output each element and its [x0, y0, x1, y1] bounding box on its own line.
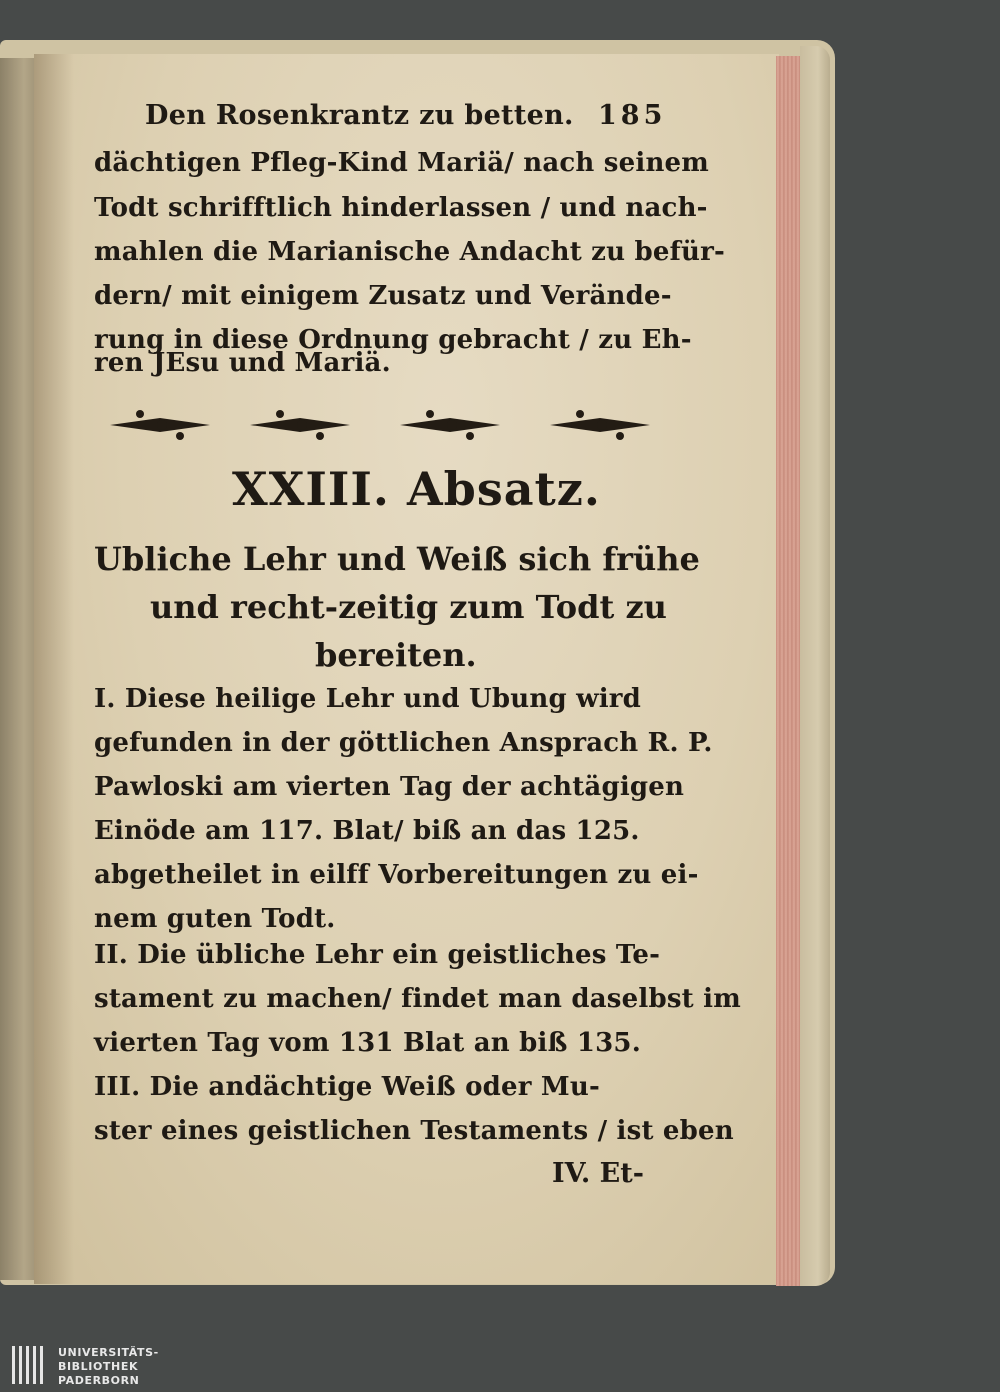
text-line: stament zu machen/ findet man daselbst im	[94, 984, 741, 1014]
section-heading: XXIII. Absatz.	[232, 462, 601, 516]
text-line: vierten Tag vom 131 Blat an biß 135.	[94, 1028, 641, 1058]
text-line: ren JEsu und Mariä.	[94, 348, 391, 378]
ornamental-divider	[100, 400, 660, 450]
text-line: I. Diese heilige Lehr und Ubung wird	[94, 684, 642, 714]
library-name-line: UNIVERSITÄTS-	[58, 1346, 159, 1359]
text-line: Pawloski am vierten Tag der achtägigen	[94, 772, 685, 802]
library-name-line: PADERBORN	[58, 1374, 140, 1387]
text-line: dern/ mit einigem Zusatz und Verände-	[94, 281, 672, 311]
cover-right-edge	[800, 46, 830, 1286]
text-line: mahlen die Marianische Andacht zu befür-	[94, 237, 725, 267]
section-subtitle-line: Ubliche Lehr und Weiß sich frühe	[94, 540, 700, 578]
library-logo-icon	[10, 1342, 50, 1390]
text-line: dächtigen Pfleg-Kind Mariä/ nach seinem	[94, 148, 710, 178]
text-line: III. Die andächtige Weiß oder Mu-	[94, 1072, 600, 1102]
text-line: ster eines geistlichen Testaments / ist eben	[94, 1116, 734, 1146]
text-line: abgetheilet in eilff Vorbereitungen zu ei-	[94, 860, 699, 890]
section-subtitle-line: bereiten.	[315, 636, 477, 674]
text-line: II. Die übliche Lehr ein geistliches Te-	[94, 940, 661, 970]
library-name-line: BIBLIOTHEK	[58, 1360, 139, 1373]
text-line: gefunden in der göttlichen Ansprach R. P.	[94, 728, 713, 758]
catchword: IV. Et-	[552, 1158, 644, 1189]
page-gutter	[34, 54, 74, 1284]
red-page-edges	[776, 56, 802, 1286]
text-line: nem guten Todt.	[94, 904, 336, 934]
page-number: 185	[598, 100, 667, 131]
text-line: rung in diese Ordnung gebracht / zu Eh-	[94, 325, 692, 355]
text-line: Einöde am 117. Blat/ biß an das 125.	[94, 816, 640, 846]
text-line: Todt schrifftlich hinderlassen / und nach-	[94, 193, 708, 223]
running-head: Den Rosenkrantz zu betten.	[145, 100, 574, 131]
section-subtitle-line: und recht-zeitig zum Todt zu	[150, 588, 667, 626]
